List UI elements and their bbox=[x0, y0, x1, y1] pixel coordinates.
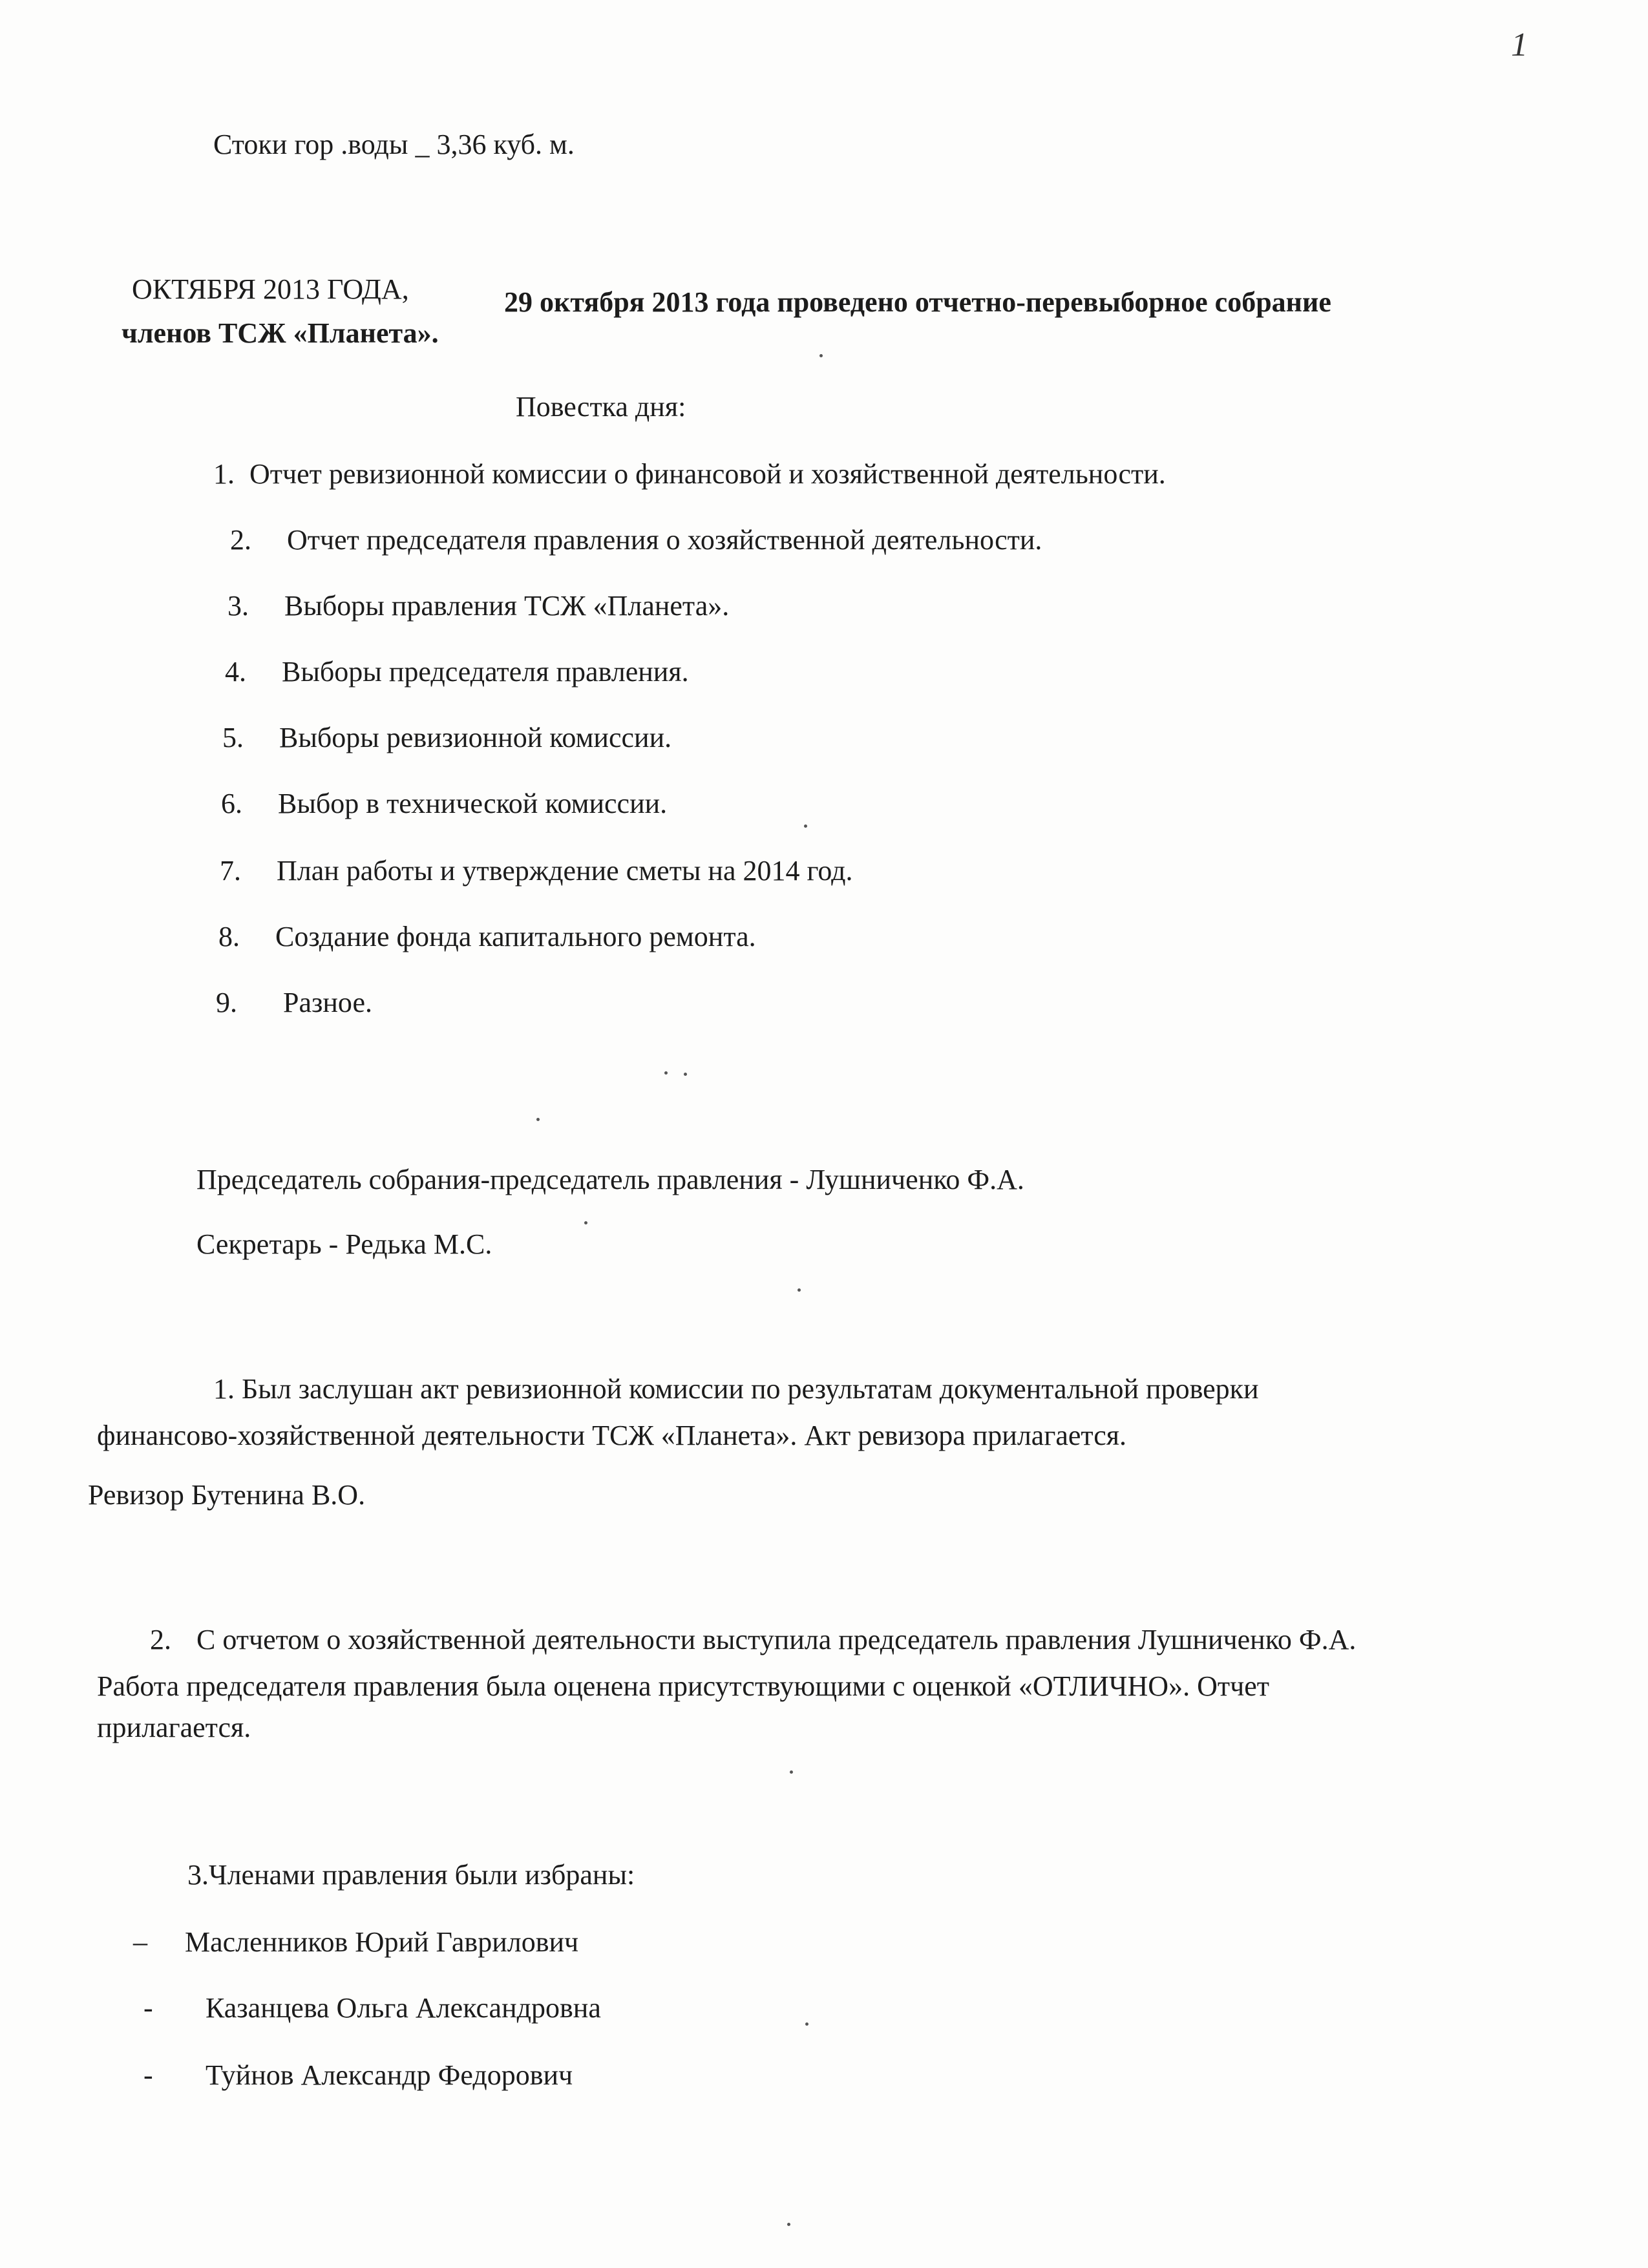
agenda-item-text: Разное. bbox=[283, 987, 372, 1018]
member-item bbox=[133, 1926, 578, 1960]
agenda-item-number: 8. bbox=[218, 921, 240, 952]
member-name: Масленников Юрий Гаврилович bbox=[185, 1926, 579, 1958]
agenda-item-number: 1. bbox=[213, 458, 235, 490]
section3-title: 3.Членами правления были избраны: bbox=[187, 1859, 635, 1891]
member-dash: - bbox=[143, 2059, 153, 2091]
agenda-item-text: Отчет председателя правления о хозяйственной деятельности. bbox=[287, 524, 1042, 556]
member-dash: - bbox=[143, 1992, 153, 2024]
agenda-item bbox=[216, 986, 372, 1020]
agenda-item-number: 4. bbox=[225, 656, 246, 688]
agenda-item-text: Выборы правления ТСЖ «Планета». bbox=[284, 590, 730, 622]
section2-line-2: Работа председателя правления была оценена присутствующими с оценкой «ОТЛИЧНО». Отчет bbox=[97, 1670, 1269, 1702]
scan-speck bbox=[790, 1770, 793, 1774]
scan-speck bbox=[787, 2223, 790, 2226]
agenda-item-text: Выборы ревизионной комиссии. bbox=[279, 722, 672, 753]
agenda-item-text: План работы и утверждение сметы на 2014 год. bbox=[277, 855, 853, 887]
auditor-line: Ревизор Бутенина В.О. bbox=[88, 1479, 366, 1511]
scan-speck bbox=[684, 1073, 687, 1076]
section1-line-1: 1. Был заслушан акт ревизионной комиссии по результатам документальной проверки bbox=[213, 1373, 1259, 1405]
agenda-item-number: 9. bbox=[216, 987, 237, 1018]
agenda-item bbox=[220, 854, 853, 888]
heading-prefix: ОКТЯБРЯ 2013 ГОДА, bbox=[132, 273, 409, 305]
agenda-title: Повестка дня: bbox=[516, 391, 686, 423]
agenda-item-number: 3. bbox=[227, 590, 249, 622]
secretary-line: Секретарь - Редька М.С. bbox=[196, 1228, 492, 1260]
agenda-item-text: Отчет ревизионной комиссии о финансовой и хозяйственной деятельности. bbox=[249, 458, 1166, 490]
agenda-item-number: 2. bbox=[230, 524, 251, 556]
agenda-item bbox=[225, 655, 689, 689]
agenda-item bbox=[222, 721, 671, 755]
scan-speck bbox=[536, 1118, 540, 1121]
scan-speck bbox=[584, 1221, 587, 1224]
agenda-item-number: 6. bbox=[221, 788, 242, 819]
member-item bbox=[143, 2059, 573, 2093]
agenda-item bbox=[230, 523, 1042, 558]
scan-speck bbox=[664, 1071, 668, 1075]
scan-speck bbox=[805, 2022, 808, 2026]
chair-line: Председатель собрания-председатель правления - Лушниченко Ф.А. bbox=[196, 1164, 1024, 1195]
member-dash: – bbox=[133, 1926, 147, 1958]
member-item bbox=[143, 1991, 601, 2026]
section2-text-1: С отчетом о хозяйственной деятельности выступила председатель правления Лушниченко Ф.А. bbox=[196, 1624, 1357, 1655]
member-name: Казанцева Ольга Александровна bbox=[206, 1992, 601, 2024]
agenda-item bbox=[221, 787, 667, 821]
section2-line-1 bbox=[150, 1623, 1356, 1657]
scan-speck bbox=[819, 354, 823, 357]
section1-line-2: финансово-хозяйственной деятельности ТСЖ «Планета». Акт ревизора прилагается. bbox=[97, 1420, 1126, 1451]
section2-number: 2. bbox=[150, 1624, 171, 1655]
agenda-item-text: Выбор в технической комиссии. bbox=[278, 788, 668, 819]
member-name: Туйнов Александр Федорович bbox=[206, 2059, 573, 2091]
page-number: 1 bbox=[1511, 26, 1528, 63]
agenda-item-text: Выборы председателя правления. bbox=[282, 656, 689, 688]
agenda-item-number: 5. bbox=[222, 722, 244, 753]
agenda-item-number: 7. bbox=[220, 855, 241, 887]
stoki-line: Стоки гор .воды _ 3,36 куб. м. bbox=[213, 129, 575, 160]
scan-speck bbox=[798, 1288, 801, 1292]
section2-line-3: прилагается. bbox=[97, 1712, 251, 1743]
heading-line-2: членов ТСЖ «Планета». bbox=[121, 317, 439, 349]
agenda-item-text: Создание фонда капитального ремонта. bbox=[275, 921, 756, 952]
agenda-item bbox=[227, 589, 729, 624]
agenda-item bbox=[213, 457, 1166, 492]
scan-speck bbox=[804, 824, 807, 828]
agenda-item bbox=[218, 920, 756, 954]
heading-line-1: 29 октября 2013 года проведено отчетно-перевыборное собрание bbox=[504, 286, 1331, 318]
